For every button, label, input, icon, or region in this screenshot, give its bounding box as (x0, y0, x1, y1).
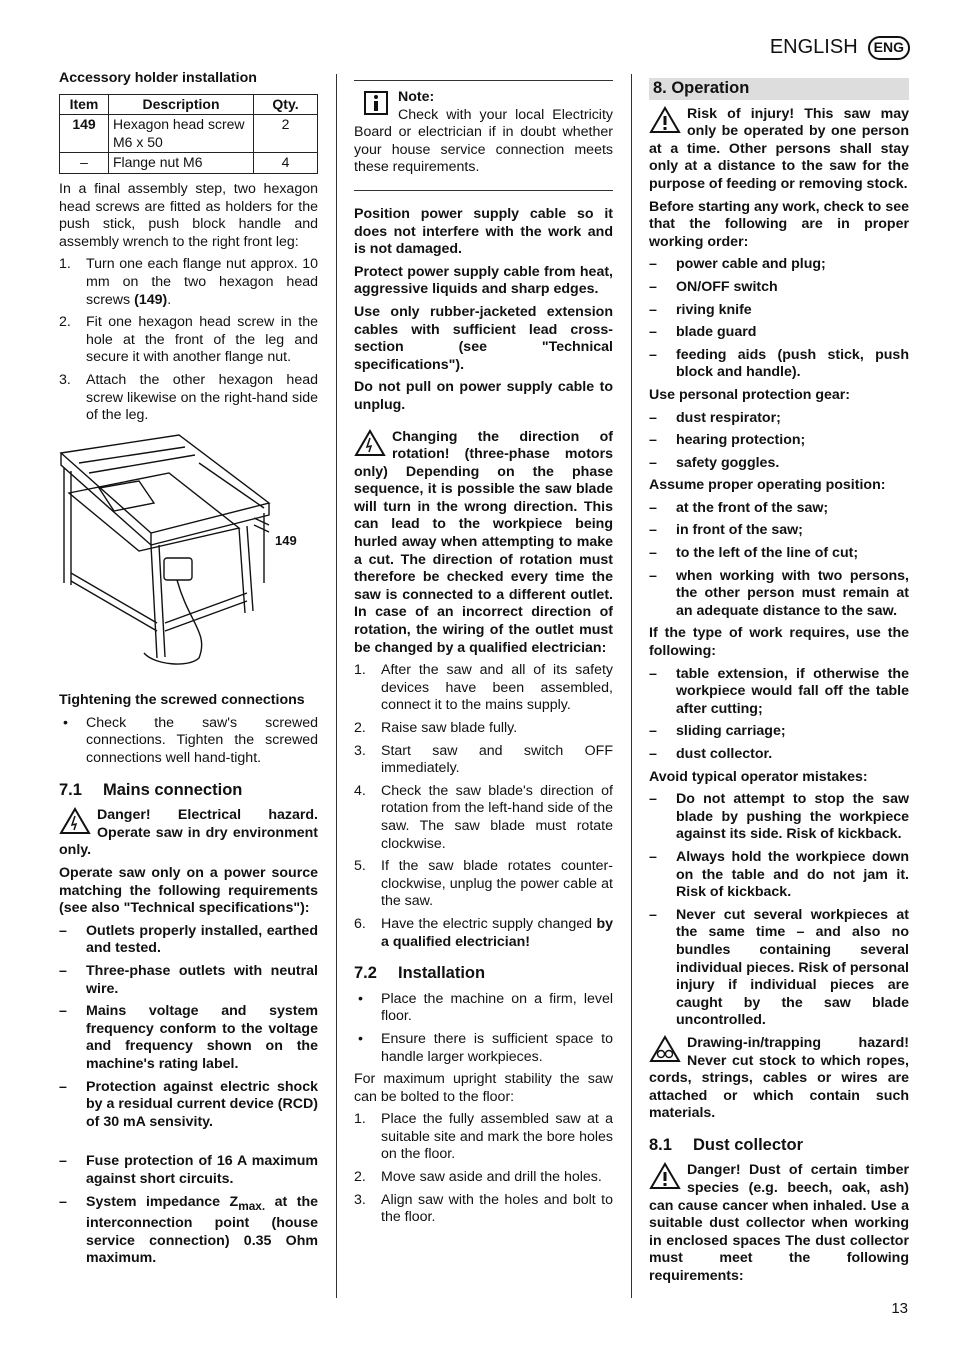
list-item: • Check the saw's screwed connections. Tighten the screwed connections well hand-tight. (63, 714, 318, 767)
list-item: – safety goggles. (649, 454, 780, 471)
qty-cell: 2 (254, 115, 318, 153)
mistakes-list (649, 791, 909, 1030)
list-item: – Mains voltage and system frequency conform to the voltage and frequency shown on the machine's rating label. (59, 1003, 318, 1072)
list-item: – Three-phase outlets with neutral wire. (59, 963, 318, 997)
page-number: 13 (891, 1300, 908, 1317)
section-7-1-heading: 7.1 Mains connection (59, 780, 243, 799)
requirements-list (59, 923, 318, 1268)
ppe-list (649, 410, 909, 473)
list-item: – Do not attempt to stop the saw blade by pushing the workpiece against its side. Risk of kickback. (649, 791, 909, 843)
list-item: – Outlets properly installed, earthed and tested. (59, 922, 318, 957)
list-item: 2. Move saw aside and drill the holes. (354, 1169, 602, 1186)
item-cell: – (60, 153, 109, 174)
list-item: 1. Place the fully assembled saw at a suitable site and mark the bore holes on the floor. (354, 1111, 613, 1163)
list-item: – sliding carriage; (649, 723, 786, 740)
desc-cell: Flange nut M6 (109, 153, 254, 174)
page-header (770, 36, 910, 60)
list-item: – power cable and plug; (649, 256, 826, 273)
list-item: 5. If the saw blade rotates counter-clockwise, unplug the power cable at the saw. (354, 858, 613, 910)
bolting-steps (354, 1111, 613, 1227)
list-item: 1. After the saw and all of its safety devices have been assembled, connect it to the mains supply. (354, 662, 613, 714)
tightening-list (59, 715, 318, 768)
list-item: – to the left of the line of cut; (649, 545, 859, 562)
table-header: Item (60, 94, 109, 115)
rotation-warning: Changing the direction of rotation! (three-phase motors only) Depending on the phase sequence, it is possible the saw blade will turn in the wrong direction. This can lead to the workpiece being hurled away when attempting to make a cut. The direction of rotation must therefore be checked every time the saw is connected to a different outlet. In case of an incorrect direction of rotation, the wiring of the outlet must be changed by a qualified electrician: (354, 428, 613, 656)
list-item: 6. Have the electric supply changed by a qualified electrician! (354, 915, 613, 950)
ppe-intro: Use personal protection gear: (649, 386, 851, 403)
section-8-heading: 8. Operation (649, 78, 909, 100)
list-item: 3. Start saw and switch OFF immediately. (354, 742, 613, 777)
section-7-2-heading: 7.2 Installation (354, 964, 486, 983)
list-item: – Never cut several workpieces at the same time – and also no bundles containing several individual pieces. Risk of personal injury if individual pieces are caught by the saw blade uncontrolled. (649, 906, 909, 1029)
stability-text: For maximum upright stability the saw can be bolted to the floor: (354, 1071, 613, 1105)
language-badge: ENG (868, 36, 910, 60)
note-title: Note: (398, 89, 435, 105)
work-type-intro: If the type of work requires, use the following: (649, 625, 909, 660)
assembly-steps (59, 256, 318, 424)
accessory-table (59, 94, 318, 174)
list-item: – table extension, if otherwise the workpiece would fall off the table after cutting; (649, 665, 909, 717)
saw-illustration (59, 433, 318, 679)
trapping-warning: Drawing-in/trapping hazard! Never cut stock to which ropes, cords, strings, cables or wires are attached or which contain such materials. (649, 1034, 909, 1122)
list-item: 3. Align saw with the holes and bolt to the floor. (354, 1191, 613, 1226)
dust-warning: Danger! Dust of certain timber species (e.g. beech, oak, ash) can cause cancer when inhaled. Use a suitable dust collector when working in enclosed spaces The dust collector must meet the following requirements: (649, 1162, 909, 1285)
list-item: • Place the machine on a firm, level floor. (358, 990, 613, 1025)
list-item: – Always hold the workpiece down on the table and do not jam it. Risk of kickback. (649, 848, 909, 901)
work-type-list (649, 666, 909, 764)
position-list (649, 500, 909, 621)
list-item: – in front of the saw; (649, 522, 803, 539)
list-item: – dust respirator; (649, 409, 781, 426)
warning-triangle-icon (649, 106, 681, 134)
power-source-text: Operate saw only on a power source matching the following requirements (see also "Technical specifications"): (59, 865, 318, 917)
table-header: Qty. (254, 94, 318, 115)
list-item: – ON/OFF switch (649, 278, 778, 295)
list-item: – riving knife (649, 301, 752, 318)
list-item: – feeding aids (push stick, push block and handle). (649, 346, 909, 381)
desc-cell: Hexagon head screw M6 x 50 (109, 115, 254, 153)
language-label: ENGLISH (769, 36, 858, 58)
note-text: Check with your local Electricity Board or electrician if in doubt whether your house service connection meets these requirements. (354, 106, 613, 176)
column-3 (649, 78, 909, 1291)
check-list (649, 256, 909, 382)
position-intro: Assume proper operating position: (649, 477, 886, 494)
item-cell: 149 (60, 115, 109, 153)
column-divider (336, 74, 337, 1298)
mistakes-intro: Avoid typical operator mistakes: (649, 768, 868, 785)
list-item: 4. Check the saw blade's direction of rotation from the left-hand side of the saw. The saw blade must rotate clockwise. (354, 782, 613, 852)
table-header: Description (109, 94, 254, 115)
warning-triangle-icon (354, 429, 386, 457)
note-box (354, 81, 613, 190)
list-item: – blade guard (649, 324, 757, 341)
list-item: – hearing protection; (649, 432, 806, 449)
cable-instruction: Use only rubber-jacketed extension cables with sufficient lead cross-section (see "Technical specifications"). (354, 303, 613, 373)
info-icon (364, 91, 388, 115)
trapping-hazard-icon (649, 1035, 681, 1063)
cable-instruction: Position power supply cable so it does not interfere with the work and is not damaged. (354, 205, 613, 258)
list-item: – dust collector. (649, 746, 773, 762)
accessory-title: Accessory holder installation (59, 70, 257, 86)
injury-warning: Risk of injury! This saw may only be operated by one person at a time. Other persons shall stay only at a distance to the saw for the purpose of feeding or removing stock. (649, 105, 909, 192)
tightening-title: Tightening the screwed connections (59, 692, 305, 709)
column-1 (59, 70, 318, 1273)
assembly-intro: In a final assembly step, two hexagon head screws are fitted as holders for the push stick, push block handle and assembly wrench to the right front leg: (59, 180, 318, 250)
list-item: – Fuse protection of 16 A maximum against short circuits. (59, 1153, 318, 1187)
check-intro: Before starting any work, check to see that the following are in proper working order: (649, 198, 909, 250)
cable-instruction: Protect power supply cable from heat, aggressive liquids and sharp edges. (354, 263, 613, 298)
rotation-steps (354, 662, 613, 951)
list-item: • Ensure there is sufficient space to handle larger workpieces. (358, 1030, 613, 1065)
table-row (60, 115, 318, 153)
list-item: 2. Fit one hexagon head screw in the hole at the front of the leg and secure it with another flange nut. (59, 314, 318, 366)
qty-cell: 4 (254, 153, 318, 174)
danger-warning: Danger! Electrical hazard. Operate saw in dry environment only. (59, 807, 318, 859)
list-item: 1. Turn one each flange nut approx. 10 mm on the two hexagon head screws (149). (59, 256, 318, 308)
table-row (60, 153, 318, 174)
column-divider (631, 74, 632, 1298)
warning-triangle-icon (59, 807, 91, 835)
list-item: – when working with two persons, the other person must remain at an adequate distance to the saw. (649, 567, 909, 619)
list-item: – at the front of the saw; (649, 499, 829, 516)
list-item: 2. Raise saw blade fully. (354, 720, 518, 736)
figure-label: 149 (275, 532, 297, 548)
list-item: – Protection against electric shock by a residual current device (RCD) of 30 mA sensivity. (59, 1078, 318, 1130)
list-item: – System impedance $Z_{max.}$ at the interconnection point (house service connection) 0.35 Ohm maximum. (59, 1193, 318, 1267)
list-item: 3. Attach the other hexagon head screw likewise on the right-hand side of the leg. (59, 371, 318, 424)
warning-triangle-icon (649, 1162, 681, 1190)
cable-instruction: Do not pull on power supply cable to unplug. (354, 379, 613, 413)
column-2 (354, 80, 613, 1232)
section-8-1-heading: 8.1 Dust collector (649, 1135, 804, 1154)
installation-bullets (354, 991, 613, 1066)
